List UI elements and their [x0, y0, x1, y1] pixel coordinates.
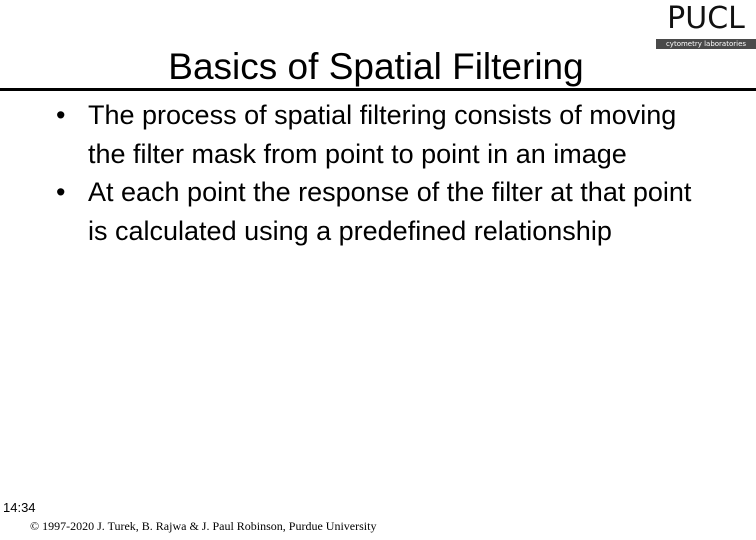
bullet-item	[56, 173, 716, 250]
bullet-item	[56, 96, 716, 173]
bullet-marker: •	[56, 100, 66, 130]
bullet-list	[56, 96, 716, 250]
slide-timestamp: 14:34	[3, 500, 36, 515]
pucl-logo	[656, 2, 756, 48]
slide-title-text: Basics of Spatial Filtering	[162, 46, 589, 87]
logo-wordmark: PUCL	[667, 1, 745, 36]
slide-title	[0, 44, 756, 90]
bullet-text: At each point the response of the filter at that point is calculated using a predefined relationship	[88, 177, 692, 246]
bullet-marker: •	[56, 177, 66, 207]
copyright-notice: © 1997-2020 J. Turek, B. Rajwa & J. Paul Robinson, Purdue University	[30, 519, 377, 533]
logo-tagline: cytometry laboratories	[656, 39, 756, 49]
bullet-text: The process of spatial filtering consists of moving the filter mask from point to point in an image	[88, 100, 677, 169]
